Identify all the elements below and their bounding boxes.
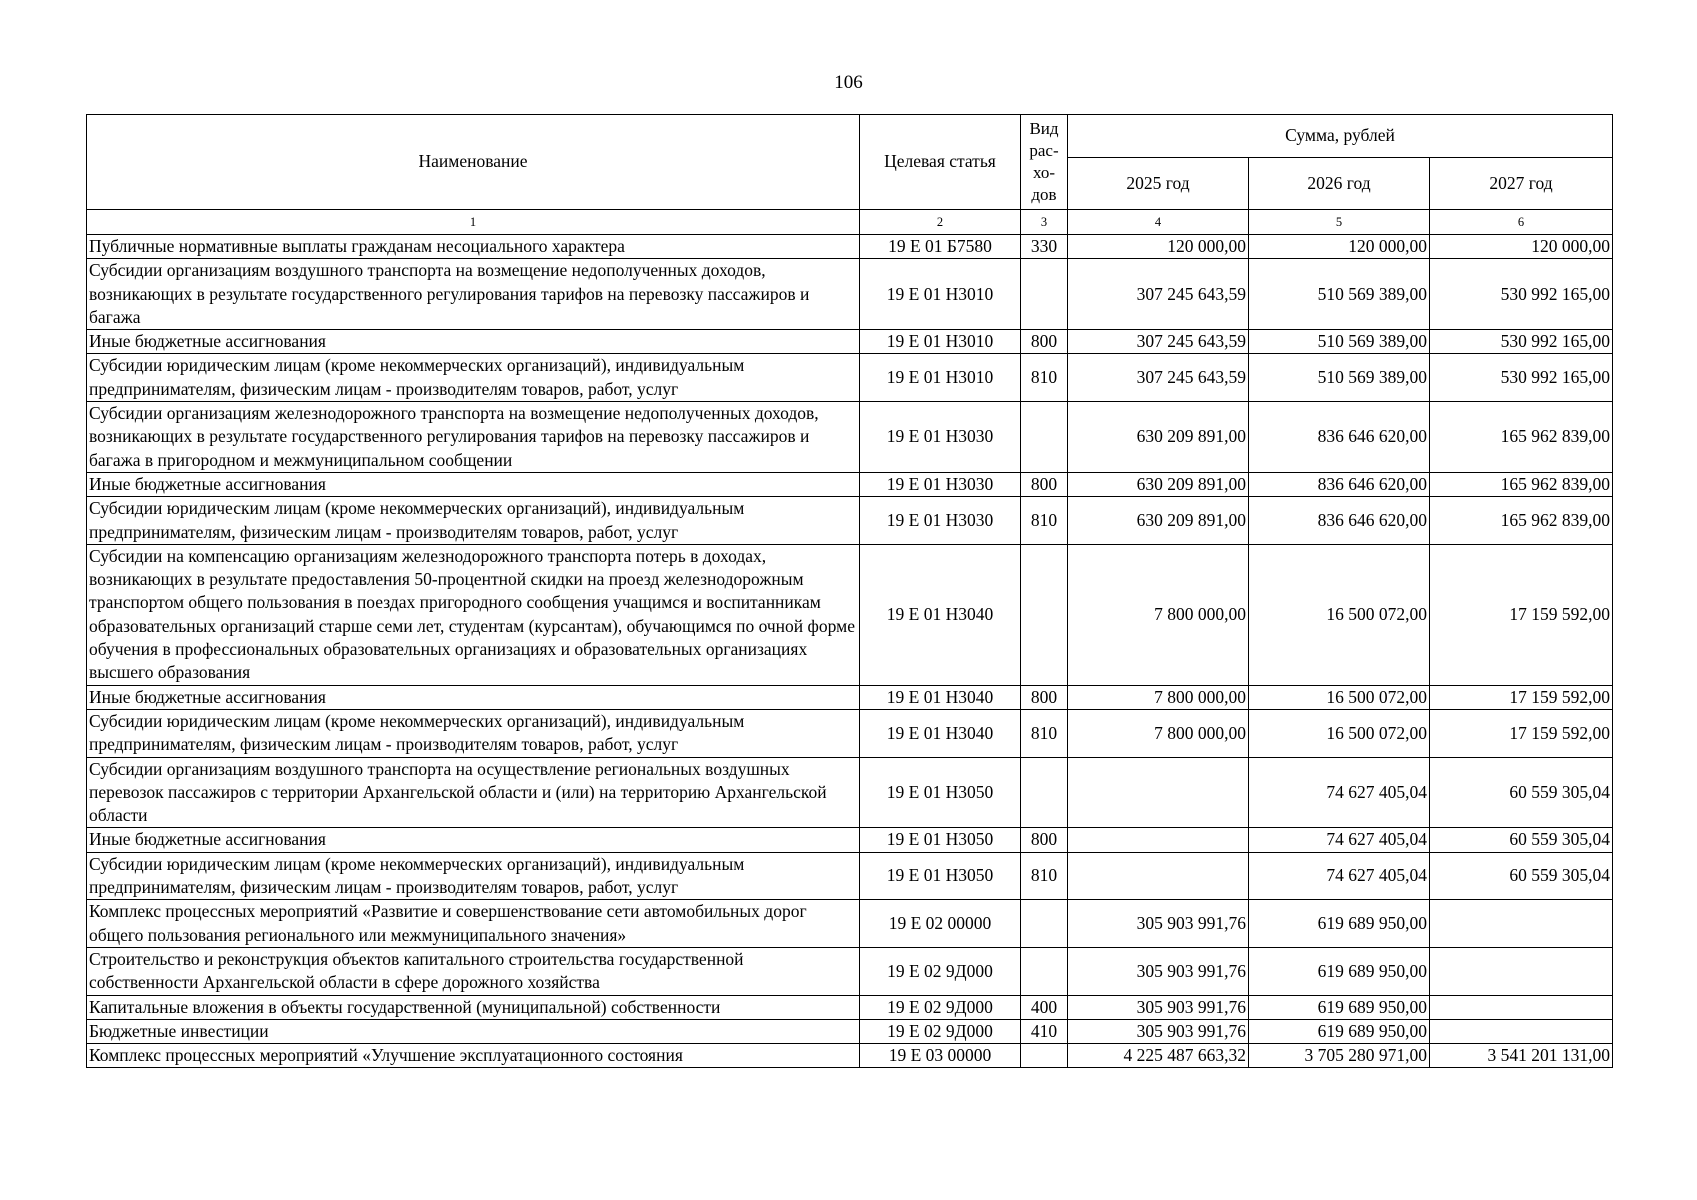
row-expense-type [1021, 544, 1068, 685]
budget-table [86, 114, 1613, 1068]
row-amount-2026: 120 000,00 [1249, 235, 1430, 259]
row-expense-type [1021, 259, 1068, 330]
row-amount-2025: 305 903 991,76 [1068, 947, 1249, 995]
row-expense-type: 800 [1021, 472, 1068, 496]
row-name: Субсидии организациям железнодорожного транспорта на возмещение недополученных доходов, возникающих в результате государственного регулирования тарифов на перевозку пассажиров и багажа в пригородном и межмуниципальном сообщении [87, 402, 860, 473]
table-row [87, 497, 1613, 545]
table-row [87, 1044, 1613, 1068]
row-name: Комплекс процессных мероприятий «Улучшение эксплуатационного состояния [87, 1044, 860, 1068]
table-row [87, 259, 1613, 330]
row-expense-type: 410 [1021, 1019, 1068, 1043]
row-name: Субсидии организациям воздушного транспорта на осуществление региональных воздушных перевозок пассажиров с территории Архангельской области и (или) на территорию Архангельской области [87, 757, 860, 828]
row-amount-2025: 307 245 643,59 [1068, 354, 1249, 402]
row-name: Иные бюджетные ассигнования [87, 685, 860, 709]
header-expense-type-line: Вид [1029, 119, 1059, 138]
row-name: Иные бюджетные ассигнования [87, 828, 860, 852]
row-amount-2025: 630 209 891,00 [1068, 402, 1249, 473]
header-sum: Сумма, рублей [1068, 115, 1613, 158]
table-row [87, 852, 1613, 900]
row-name: Иные бюджетные ассигнования [87, 472, 860, 496]
row-target-article: 19 Е 01 Н3030 [860, 497, 1021, 545]
row-amount-2027: 60 559 305,04 [1430, 852, 1613, 900]
row-target-article: 19 Е 01 Н3050 [860, 828, 1021, 852]
header-name: Наименование [87, 115, 860, 210]
row-target-article: 19 Е 03 00000 [860, 1044, 1021, 1068]
row-amount-2027: 165 962 839,00 [1430, 402, 1613, 473]
row-amount-2026: 619 689 950,00 [1249, 900, 1430, 948]
row-target-article: 19 Е 01 Н3030 [860, 472, 1021, 496]
row-amount-2025: 307 245 643,59 [1068, 259, 1249, 330]
row-amount-2027: 530 992 165,00 [1430, 354, 1613, 402]
row-amount-2027: 60 559 305,04 [1430, 828, 1613, 852]
row-name: Субсидии юридическим лицам (кроме некоммерческих организаций), индивидуальным предпринимателям, физическим лицам - производителям товаров, работ, услуг [87, 497, 860, 545]
row-amount-2026: 836 646 620,00 [1249, 402, 1430, 473]
row-amount-2026: 510 569 389,00 [1249, 330, 1430, 354]
header-year-2027: 2027 год [1430, 158, 1613, 210]
table-row [87, 757, 1613, 828]
row-target-article: 19 Е 02 9Д000 [860, 995, 1021, 1019]
row-expense-type [1021, 402, 1068, 473]
header-expense-type-line: дов [1031, 185, 1057, 204]
row-target-article: 19 Е 01 Н3050 [860, 852, 1021, 900]
row-amount-2026: 619 689 950,00 [1249, 995, 1430, 1019]
row-name: Субсидии юридическим лицам (кроме некоммерческих организаций), индивидуальным предпринимателям, физическим лицам - производителям товаров, работ, услуг [87, 852, 860, 900]
row-target-article: 19 Е 02 9Д000 [860, 947, 1021, 995]
column-number: 4 [1068, 210, 1249, 235]
row-amount-2026: 16 500 072,00 [1249, 544, 1430, 685]
row-amount-2027: 120 000,00 [1430, 235, 1613, 259]
row-expense-type: 810 [1021, 497, 1068, 545]
row-expense-type: 800 [1021, 330, 1068, 354]
row-expense-type [1021, 1044, 1068, 1068]
table-row [87, 995, 1613, 1019]
row-amount-2025: 7 800 000,00 [1068, 709, 1249, 757]
column-number: 2 [860, 210, 1021, 235]
row-expense-type [1021, 947, 1068, 995]
row-target-article: 19 Е 01 Н3040 [860, 685, 1021, 709]
row-amount-2026: 74 627 405,04 [1249, 757, 1430, 828]
header-expense-type-line: рас- [1029, 141, 1059, 160]
row-name: Субсидии юридическим лицам (кроме некоммерческих организаций), индивидуальным предпринимателям, физическим лицам - производителям товаров, работ, услуг [87, 709, 860, 757]
row-target-article: 19 Е 01 Н3030 [860, 402, 1021, 473]
row-name: Строительство и реконструкция объектов капитального строительства государственной собственности Архангельской области в сфере дорожного хозяйства [87, 947, 860, 995]
row-expense-type [1021, 900, 1068, 948]
row-amount-2027: 17 159 592,00 [1430, 544, 1613, 685]
row-amount-2025 [1068, 852, 1249, 900]
row-name: Комплекс процессных мероприятий «Развитие и совершенствование сети автомобильных дорог общего пользования регионального или межмуниципального значения» [87, 900, 860, 948]
table-row [87, 354, 1613, 402]
row-target-article: 19 Е 02 9Д000 [860, 1019, 1021, 1043]
table-row [87, 685, 1613, 709]
row-target-article: 19 Е 01 Б7580 [860, 235, 1021, 259]
row-name: Субсидии юридическим лицам (кроме некоммерческих организаций), индивидуальным предпринимателям, физическим лицам - производителям товаров, работ, услуг [87, 354, 860, 402]
column-number: 5 [1249, 210, 1430, 235]
row-amount-2026: 16 500 072,00 [1249, 685, 1430, 709]
header-expense-type-line: хо- [1032, 163, 1055, 182]
page-number: 106 [834, 72, 863, 93]
row-expense-type: 810 [1021, 354, 1068, 402]
column-number-row [87, 210, 1613, 235]
row-amount-2027: 3 541 201 131,00 [1430, 1044, 1613, 1068]
row-amount-2027: 17 159 592,00 [1430, 685, 1613, 709]
table-row [87, 709, 1613, 757]
row-amount-2025: 630 209 891,00 [1068, 472, 1249, 496]
row-target-article: 19 Е 01 Н3010 [860, 354, 1021, 402]
row-target-article: 19 Е 01 Н3010 [860, 259, 1021, 330]
row-expense-type [1021, 757, 1068, 828]
table-row [87, 828, 1613, 852]
row-amount-2025: 7 800 000,00 [1068, 544, 1249, 685]
row-amount-2027: 530 992 165,00 [1430, 259, 1613, 330]
row-amount-2026: 510 569 389,00 [1249, 259, 1430, 330]
column-number: 3 [1021, 210, 1068, 235]
table-row [87, 402, 1613, 473]
row-amount-2026: 74 627 405,04 [1249, 828, 1430, 852]
row-target-article: 19 Е 01 Н3050 [860, 757, 1021, 828]
row-amount-2027: 165 962 839,00 [1430, 497, 1613, 545]
row-amount-2025 [1068, 828, 1249, 852]
header-target-article: Целевая статья [860, 115, 1021, 210]
row-amount-2025 [1068, 757, 1249, 828]
table-row [87, 544, 1613, 685]
column-number: 6 [1430, 210, 1613, 235]
row-expense-type: 800 [1021, 828, 1068, 852]
row-amount-2027: 60 559 305,04 [1430, 757, 1613, 828]
row-amount-2026: 836 646 620,00 [1249, 472, 1430, 496]
row-amount-2027 [1430, 900, 1613, 948]
row-name: Иные бюджетные ассигнования [87, 330, 860, 354]
table-row [87, 1019, 1613, 1043]
table-row [87, 235, 1613, 259]
header-year-2025: 2025 год [1068, 158, 1249, 210]
row-amount-2025: 307 245 643,59 [1068, 330, 1249, 354]
table-body [87, 235, 1613, 1068]
row-amount-2025: 7 800 000,00 [1068, 685, 1249, 709]
row-amount-2027: 165 962 839,00 [1430, 472, 1613, 496]
row-amount-2027 [1430, 947, 1613, 995]
row-amount-2025: 305 903 991,76 [1068, 900, 1249, 948]
row-amount-2025: 305 903 991,76 [1068, 1019, 1249, 1043]
row-name: Публичные нормативные выплаты гражданам несоциального характера [87, 235, 860, 259]
row-amount-2026: 836 646 620,00 [1249, 497, 1430, 545]
row-amount-2027 [1430, 1019, 1613, 1043]
row-expense-type: 400 [1021, 995, 1068, 1019]
row-expense-type: 810 [1021, 709, 1068, 757]
table-row [87, 947, 1613, 995]
row-amount-2026: 510 569 389,00 [1249, 354, 1430, 402]
header-row-top [87, 115, 1613, 158]
table-row [87, 900, 1613, 948]
row-expense-type: 800 [1021, 685, 1068, 709]
row-amount-2026: 16 500 072,00 [1249, 709, 1430, 757]
row-amount-2025: 305 903 991,76 [1068, 995, 1249, 1019]
table-row [87, 330, 1613, 354]
row-expense-type: 330 [1021, 235, 1068, 259]
row-amount-2026: 74 627 405,04 [1249, 852, 1430, 900]
row-name: Бюджетные инвестиции [87, 1019, 860, 1043]
header-year-2026: 2026 год [1249, 158, 1430, 210]
row-name: Капитальные вложения в объекты государственной (муниципальной) собственности [87, 995, 860, 1019]
row-target-article: 19 Е 01 Н3040 [860, 709, 1021, 757]
row-target-article: 19 Е 02 00000 [860, 900, 1021, 948]
row-expense-type: 810 [1021, 852, 1068, 900]
row-amount-2026: 619 689 950,00 [1249, 947, 1430, 995]
row-amount-2025: 4 225 487 663,32 [1068, 1044, 1249, 1068]
row-amount-2026: 619 689 950,00 [1249, 1019, 1430, 1043]
row-name: Субсидии организациям воздушного транспорта на возмещение недополученных доходов, возникающих в результате государственного регулирования тарифов на перевозку пассажиров и багажа [87, 259, 860, 330]
row-amount-2025: 120 000,00 [1068, 235, 1249, 259]
row-amount-2027 [1430, 995, 1613, 1019]
row-amount-2025: 630 209 891,00 [1068, 497, 1249, 545]
column-number: 1 [87, 210, 860, 235]
row-amount-2027: 17 159 592,00 [1430, 709, 1613, 757]
row-name: Субсидии на компенсацию организациям железнодорожного транспорта потерь в доходах, возникающих в результате предоставления 50-процентной скидки на проезд железнодорожным транспортом общего пользования в поездах пригородного сообщения учащимся и воспитанникам образовательных организаций старше семи лет, студентам (курсантам), обучающимся по очной форме обучения в профессиональных образовательных организациях и образовательных организациях высшего образования [87, 544, 860, 685]
header-expense-type [1021, 115, 1068, 210]
row-amount-2026: 3 705 280 971,00 [1249, 1044, 1430, 1068]
row-target-article: 19 Е 01 Н3010 [860, 330, 1021, 354]
row-target-article: 19 Е 01 Н3040 [860, 544, 1021, 685]
table-row [87, 472, 1613, 496]
row-amount-2027: 530 992 165,00 [1430, 330, 1613, 354]
